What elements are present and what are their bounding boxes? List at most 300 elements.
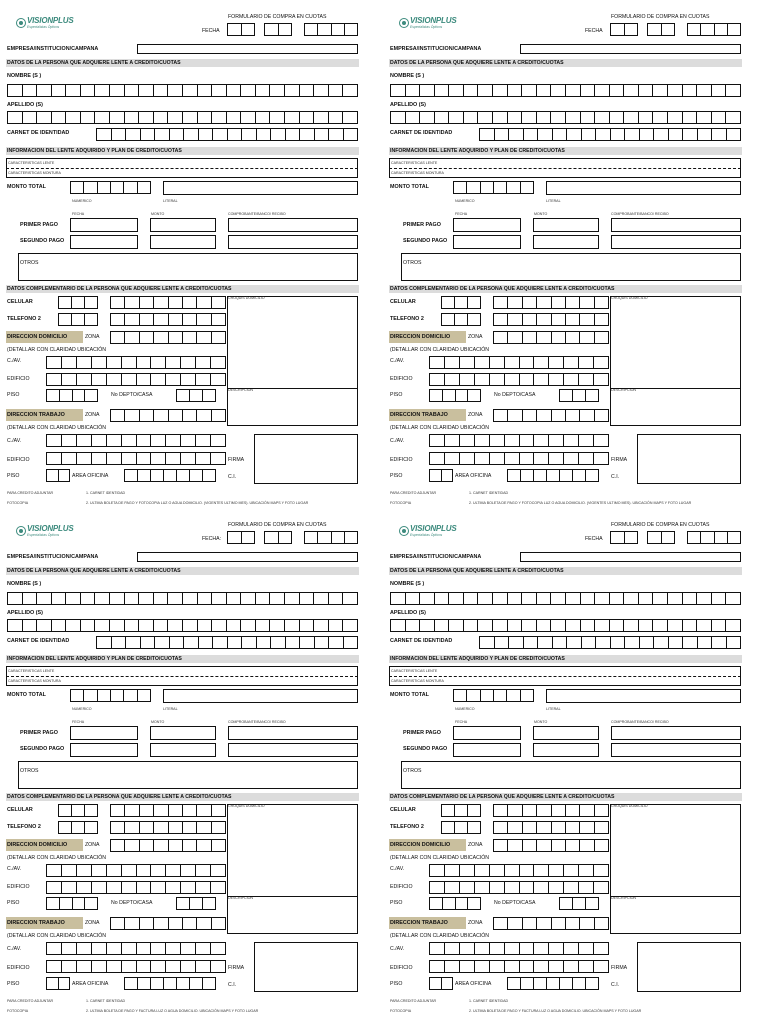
- piso-label-dom: PISO: [7, 900, 20, 906]
- edificio-trab-field[interactable]: [429, 960, 609, 973]
- requirement-1: 1. CARNET IDENTIDAD: [469, 491, 509, 495]
- monto-total-label: MONTO TOTAL: [7, 184, 46, 190]
- edificio-dom-field[interactable]: [429, 881, 609, 894]
- section-complementario: DATOS COMPLEMENTARIO DE LA PERSONA QUE ADQUIERE LENTE A CREDITO/CUOTAS: [6, 793, 359, 801]
- primer-pago-label: PRIMER PAGO: [403, 730, 441, 736]
- firma-label: FIRMA: [228, 457, 245, 463]
- otros-box[interactable]: [18, 253, 358, 281]
- carnet-label: CARNET DE IDENTIDAD: [7, 130, 70, 136]
- croquis-label: CROQUIS DOMICILIO: [228, 804, 265, 808]
- firma-box[interactable]: [637, 942, 741, 992]
- fecha-day-boxes[interactable]: [227, 531, 255, 544]
- zona-label-dom: ZONA: [85, 334, 100, 340]
- car-divider: [6, 168, 358, 169]
- cav-label-trab: C./AV.: [7, 946, 22, 952]
- eye-icon: [16, 18, 26, 28]
- nombre-label: NOMBRE (S ): [390, 73, 425, 79]
- comprobante-col-label: COMPROBANTE/BANCO/ RECIBO: [611, 720, 669, 724]
- nombre-label: NOMBRE (S ): [7, 581, 42, 587]
- firma-box[interactable]: [254, 942, 358, 992]
- celular-field-b[interactable]: [493, 296, 609, 309]
- croquis-box[interactable]: [227, 296, 358, 426]
- zona-dom-field[interactable]: [493, 839, 609, 852]
- brand-name: VISIONPLUS: [27, 524, 74, 533]
- car-montura-label: CARACTERISTICAS MONTURA: [8, 171, 61, 175]
- fecha-year-boxes[interactable]: [304, 531, 358, 544]
- car-lente-label: CARACTERISTICAS LENTE: [391, 669, 438, 673]
- eye-icon: [399, 526, 409, 536]
- cav-dom-field[interactable]: [429, 864, 609, 877]
- cav-label-dom: C./AV.: [7, 358, 22, 364]
- celular-field-a[interactable]: [441, 804, 481, 817]
- zona-label-trab: ZONA: [85, 920, 100, 926]
- piso-dom-field[interactable]: [46, 897, 98, 910]
- monto-numerico-field[interactable]: [453, 181, 534, 194]
- form-title: FORMULARIO DE COMPRA EN CUOTAS: [611, 14, 710, 20]
- primer-pago-monto[interactable]: [533, 726, 599, 740]
- firma-box[interactable]: [637, 434, 741, 484]
- car-divider: [389, 168, 741, 169]
- descripcion-label: DESCRIPCION: [228, 388, 253, 392]
- cav-trab-field[interactable]: [46, 434, 226, 447]
- monto-numerico-field[interactable]: [70, 181, 151, 194]
- fecha-month-boxes[interactable]: [264, 531, 292, 544]
- detallar-label-dom: (DETALLAR CON CLARIDAD UBICACIÓN: [7, 347, 107, 353]
- fecha-day-boxes[interactable]: [610, 531, 638, 544]
- primer-pago-monto[interactable]: [533, 218, 599, 232]
- car-montura-label: CARACTERISTICAS MONTURA: [8, 679, 61, 683]
- carnet-label: CARNET DE IDENTIDAD: [7, 638, 70, 644]
- otros-box[interactable]: [18, 761, 358, 789]
- depto-dom-field[interactable]: [176, 389, 216, 402]
- carnet-field[interactable]: [96, 128, 358, 141]
- depto-label-dom: No DEPTO/CASA: [111, 392, 153, 398]
- primer-pago-label: PRIMER PAGO: [20, 222, 58, 228]
- monto-total-label: MONTO TOTAL: [7, 692, 46, 698]
- empresa-label: EMPRESA/INSTITUCION/CAMPANA: [390, 46, 482, 52]
- primer-pago-fecha[interactable]: [70, 218, 138, 232]
- cav-trab-field[interactable]: [46, 942, 226, 955]
- brand-logo: [399, 16, 456, 29]
- empresa-label: EMPRESA/INSTITUCION/CAMPANA: [7, 46, 99, 52]
- zona-trab-field[interactable]: [493, 917, 609, 930]
- otros-label: OTROS: [20, 260, 39, 266]
- edificio-label-dom: EDIFICIO: [7, 884, 30, 890]
- direccion-trabajo-label: DIRECCION TRABAJO: [389, 409, 466, 421]
- zona-label-dom: ZONA: [85, 842, 100, 848]
- ci-label: C.I.: [228, 474, 237, 480]
- apellido-field[interactable]: [7, 619, 358, 632]
- empresa-field[interactable]: [137, 552, 358, 562]
- car-lente-label: CARACTERISTICAS LENTE: [391, 161, 438, 165]
- section-complementario: DATOS COMPLEMENTARIO DE LA PERSONA QUE ADQUIERE LENTE A CREDITO/CUOTAS: [389, 793, 742, 801]
- fecha-label: FECHA: [585, 28, 603, 34]
- section-lente: INFORMACION DEL LENTE ADQUIRIDO Y PLAN DE CREDITO/CUOTAS: [6, 147, 359, 155]
- firma-label: FIRMA: [611, 965, 628, 971]
- cav-trab-field[interactable]: [429, 942, 609, 955]
- depto-dom-field[interactable]: [559, 389, 599, 402]
- fecha-month-boxes[interactable]: [264, 23, 292, 36]
- primer-pago-comprobante[interactable]: [611, 726, 741, 740]
- area-oficina-field[interactable]: [124, 977, 216, 990]
- edificio-label-dom: EDIFICIO: [390, 376, 413, 382]
- direccion-domicilio-label: DIRECCION DOMICILIO: [6, 839, 83, 851]
- edificio-label-dom: EDIFICIO: [390, 884, 413, 890]
- piso-dom-field[interactable]: [429, 389, 481, 402]
- primer-pago-monto[interactable]: [150, 726, 216, 740]
- cav-dom-field[interactable]: [429, 356, 609, 369]
- numerico-label: NUMERICO: [455, 199, 475, 203]
- piso-dom-field[interactable]: [429, 897, 481, 910]
- area-oficina-label: AREA OFICINA: [455, 473, 492, 479]
- monto-literal-field[interactable]: [546, 181, 741, 195]
- empresa-field[interactable]: [137, 44, 358, 54]
- descripcion-label: DESCRIPCION: [228, 896, 253, 900]
- telefono-field-b[interactable]: [110, 313, 226, 326]
- croquis-divider: [610, 388, 741, 389]
- cav-label-dom: C./AV.: [390, 866, 405, 872]
- brand-name: VISIONPLUS: [27, 16, 74, 25]
- literal-label: LITERAL: [163, 707, 178, 711]
- piso-label-trab: PISO: [390, 473, 403, 479]
- zona-dom-field[interactable]: [493, 331, 609, 344]
- section-complementario: DATOS COMPLEMENTARIO DE LA PERSONA QUE ADQUIERE LENTE A CREDITO/CUOTAS: [389, 285, 742, 293]
- carnet-field[interactable]: [96, 636, 358, 649]
- celular-label: CELULAR: [7, 807, 33, 813]
- fecha-col-label: FECHA: [72, 720, 85, 724]
- cav-label-trab: C./AV.: [7, 438, 22, 444]
- apellido-field[interactable]: [390, 111, 741, 124]
- ci-label: C.I.: [228, 982, 237, 988]
- detallar-label-trab: (DETALLAR CON CLARIDAD UBICACIÓN: [7, 933, 107, 939]
- empresa-field[interactable]: [520, 552, 741, 562]
- piso-trab-field[interactable]: [429, 469, 453, 482]
- edificio-label-trab: EDIFICIO: [390, 457, 413, 463]
- fecha-month-boxes[interactable]: [647, 531, 675, 544]
- requirement-1: 1. CARNET IDENTIDAD: [86, 491, 126, 495]
- requirement-1: 1. CARNET IDENTIDAD: [86, 999, 126, 1003]
- brand-name: VISIONPLUS: [410, 16, 457, 25]
- area-oficina-field[interactable]: [507, 469, 599, 482]
- eye-icon: [16, 526, 26, 536]
- celular-field-b[interactable]: [110, 296, 226, 309]
- edificio-trab-field[interactable]: [46, 452, 226, 465]
- car-divider: [6, 676, 358, 677]
- fotocopia-label: FOTOCOPIA: [7, 501, 29, 505]
- fotocopia-label: FOTOCOPIA: [7, 1009, 29, 1013]
- fecha-label: FECHA: [202, 28, 220, 34]
- nombre-label: NOMBRE (S ): [7, 73, 42, 79]
- fecha-day-boxes[interactable]: [227, 23, 255, 36]
- celular-field-b[interactable]: [493, 804, 609, 817]
- numerico-label: NUMERICO: [72, 707, 92, 711]
- fecha-col-label: FECHA: [72, 212, 85, 216]
- adjuntar-label: PARA CREDITO ADJUNTAR: [390, 999, 437, 1003]
- form-title: FORMULARIO DE COMPRA EN CUOTAS: [228, 14, 327, 20]
- segundo-pago-monto[interactable]: [533, 235, 599, 249]
- brand-tagline: Especialistas Ópticos: [27, 25, 60, 29]
- apellido-label: APELLIDO (S): [390, 610, 426, 616]
- apellido-field[interactable]: [7, 111, 358, 124]
- nombre-field[interactable]: [7, 84, 358, 97]
- car-lente-label: CARACTERISTICAS LENTE: [8, 669, 55, 673]
- monto-total-label: MONTO TOTAL: [390, 692, 429, 698]
- telefono-field-b[interactable]: [493, 821, 609, 834]
- piso-trab-field[interactable]: [46, 469, 70, 482]
- brand-tagline: Especialistas Ópticos: [410, 533, 443, 537]
- edificio-dom-field[interactable]: [46, 373, 226, 386]
- apellido-label: APELLIDO (S): [7, 610, 43, 616]
- zona-trab-field[interactable]: [110, 409, 226, 422]
- ci-label: C.I.: [611, 474, 620, 480]
- primer-pago-comprobante[interactable]: [228, 218, 358, 232]
- numerico-label: NUMERICO: [455, 707, 475, 711]
- depto-dom-field[interactable]: [559, 897, 599, 910]
- depto-label-dom: No DEPTO/CASA: [111, 900, 153, 906]
- edificio-dom-field[interactable]: [429, 373, 609, 386]
- form-title: FORMULARIO DE COMPRA EN CUOTAS: [228, 522, 327, 528]
- piso-trab-field[interactable]: [46, 977, 70, 990]
- croquis-label: CROQUIS DOMICILIO: [228, 296, 265, 300]
- fecha-month-boxes[interactable]: [647, 23, 675, 36]
- telefono-field-a[interactable]: [441, 313, 481, 326]
- zona-label-trab: ZONA: [85, 412, 100, 418]
- croquis-box[interactable]: [227, 804, 358, 934]
- section-persona: DATOS DE LA PERSONA QUE ADQUIERE LENTE A CREDITO/CUOTAS: [389, 567, 742, 575]
- monto-col-label: MONTO: [151, 720, 165, 724]
- telefono-field-a[interactable]: [58, 313, 98, 326]
- primer-pago-monto[interactable]: [150, 218, 216, 232]
- segundo-pago-fecha[interactable]: [453, 743, 521, 757]
- nombre-field[interactable]: [390, 84, 741, 97]
- fecha-col-label: FECHA: [455, 720, 468, 724]
- zona-dom-field[interactable]: [110, 331, 226, 344]
- segundo-pago-monto[interactable]: [150, 235, 216, 249]
- detallar-label-trab: (DETALLAR CON CLARIDAD UBICACIÓN: [390, 425, 490, 431]
- cav-label-dom: C./AV.: [7, 866, 22, 872]
- area-oficina-field[interactable]: [507, 977, 599, 990]
- cav-trab-field[interactable]: [429, 434, 609, 447]
- piso-trab-field[interactable]: [429, 977, 453, 990]
- monto-col-label: MONTO: [151, 212, 165, 216]
- segundo-pago-comprobante[interactable]: [228, 235, 358, 249]
- requirement-2: 2. ULTIMA BOLETA DE PAGO Y FACTURA LUZ O AGUA DOMICILIO. UBICACIÓN MAPS Y FOTO LUGAR: [469, 1009, 642, 1013]
- otros-box[interactable]: [401, 253, 741, 281]
- depto-label-dom: No DEPTO/CASA: [494, 392, 536, 398]
- requirement-2: 2. ULTIMA BOLETA DE PAGO Y FOTOCOPIA LUZ O AGUA DOMICILIO. (VIGENTES ULTIMO MES). UBICACIÓN MAPS Y FOTO LUGAR: [86, 501, 309, 505]
- apellido-label: APELLIDO (S): [7, 102, 43, 108]
- segundo-pago-comprobante[interactable]: [228, 743, 358, 757]
- zona-label-dom: ZONA: [468, 842, 483, 848]
- segundo-pago-monto[interactable]: [150, 743, 216, 757]
- cav-dom-field[interactable]: [46, 864, 226, 877]
- edificio-label-trab: EDIFICIO: [7, 457, 30, 463]
- brand-logo: [399, 524, 456, 537]
- piso-label-trab: PISO: [7, 981, 20, 987]
- comprobante-col-label: COMPROBANTE/BANCO/ RECIBO: [228, 720, 286, 724]
- area-oficina-label: AREA OFICINA: [72, 473, 109, 479]
- segundo-pago-fecha[interactable]: [70, 743, 138, 757]
- brand-tagline: Especialistas Ópticos: [410, 25, 443, 29]
- edificio-label-trab: EDIFICIO: [7, 965, 30, 971]
- section-lente: INFORMACION DEL LENTE ADQUIRIDO Y PLAN DE CREDITO/CUOTAS: [6, 655, 359, 663]
- telefono-field-b[interactable]: [493, 313, 609, 326]
- telefono-label: TELEFONO 2: [7, 316, 41, 322]
- literal-label: LITERAL: [546, 199, 561, 203]
- apellido-label: APELLIDO (S): [390, 102, 426, 108]
- direccion-domicilio-label: DIRECCION DOMICILIO: [389, 839, 466, 851]
- nombre-field[interactable]: [7, 592, 358, 605]
- numerico-label: NUMERICO: [72, 199, 92, 203]
- cav-dom-field[interactable]: [46, 356, 226, 369]
- eye-icon: [399, 18, 409, 28]
- monto-literal-field[interactable]: [163, 181, 358, 195]
- zona-trab-field[interactable]: [493, 409, 609, 422]
- piso-dom-field[interactable]: [46, 389, 98, 402]
- section-complementario: DATOS COMPLEMENTARIO DE LA PERSONA QUE ADQUIERE LENTE A CREDITO/CUOTAS: [6, 285, 359, 293]
- brand-logo: [16, 16, 73, 29]
- section-persona: DATOS DE LA PERSONA QUE ADQUIERE LENTE A CREDITO/CUOTAS: [6, 567, 359, 575]
- literal-label: LITERAL: [163, 199, 178, 203]
- depto-label-dom: No DEPTO/CASA: [494, 900, 536, 906]
- otros-label: OTROS: [403, 260, 422, 266]
- zona-dom-field[interactable]: [110, 839, 226, 852]
- nombre-label: NOMBRE (S ): [390, 581, 425, 587]
- depto-dom-field[interactable]: [176, 897, 216, 910]
- croquis-label: CROQUIS DOMICILIO: [611, 296, 648, 300]
- primer-pago-fecha[interactable]: [453, 726, 521, 740]
- celular-field-a[interactable]: [58, 296, 98, 309]
- croquis-box[interactable]: [610, 296, 741, 426]
- requirement-1: 1. CARNET IDENTIDAD: [469, 999, 509, 1003]
- brand-tagline: Especialistas Ópticos: [27, 533, 60, 537]
- empresa-field[interactable]: [520, 44, 741, 54]
- fecha-col-label: FECHA: [455, 212, 468, 216]
- section-lente: INFORMACION DEL LENTE ADQUIRIDO Y PLAN DE CREDITO/CUOTAS: [389, 147, 742, 155]
- adjuntar-label: PARA CREDITO ADJUNTAR: [390, 491, 437, 495]
- primer-pago-fecha[interactable]: [70, 726, 138, 740]
- edificio-label-dom: EDIFICIO: [7, 376, 30, 382]
- celular-field-a[interactable]: [441, 296, 481, 309]
- monto-literal-field[interactable]: [163, 689, 358, 703]
- comprobante-col-label: COMPROBANTE/BANCO/ RECIBO: [228, 212, 286, 216]
- section-persona: DATOS DE LA PERSONA QUE ADQUIERE LENTE A CREDITO/CUOTAS: [6, 59, 359, 67]
- section-persona: DATOS DE LA PERSONA QUE ADQUIERE LENTE A CREDITO/CUOTAS: [389, 59, 742, 67]
- edificio-label-trab: EDIFICIO: [390, 965, 413, 971]
- detallar-label-trab: (DETALLAR CON CLARIDAD UBICACIÓN: [7, 425, 107, 431]
- telefono-label: TELEFONO 2: [390, 824, 424, 830]
- telefono-field-a[interactable]: [441, 821, 481, 834]
- detallar-label-dom: (DETALLAR CON CLARIDAD UBICACIÓN: [7, 855, 107, 861]
- segundo-pago-comprobante[interactable]: [611, 235, 741, 249]
- segundo-pago-monto[interactable]: [533, 743, 599, 757]
- monto-total-label: MONTO TOTAL: [390, 184, 429, 190]
- fecha-label: FECHA: [585, 536, 603, 542]
- telefono-field-a[interactable]: [58, 821, 98, 834]
- area-oficina-label: AREA OFICINA: [455, 981, 492, 987]
- form-panel-top-right: [389, 6, 749, 506]
- celular-label: CELULAR: [390, 807, 416, 813]
- otros-label: OTROS: [403, 768, 422, 774]
- zona-label-trab: ZONA: [468, 920, 483, 926]
- car-montura-label: CARACTERISTICAS MONTURA: [391, 171, 444, 175]
- brand-logo: [16, 524, 73, 537]
- comprobante-col-label: COMPROBANTE/BANCO/ RECIBO: [611, 212, 669, 216]
- edificio-dom-field[interactable]: [46, 881, 226, 894]
- detallar-label-dom: (DETALLAR CON CLARIDAD UBICACIÓN: [390, 347, 490, 353]
- piso-label-trab: PISO: [390, 981, 403, 987]
- edificio-trab-field[interactable]: [46, 960, 226, 973]
- monto-numerico-field[interactable]: [70, 689, 151, 702]
- fecha-year-boxes[interactable]: [687, 23, 741, 36]
- edificio-trab-field[interactable]: [429, 452, 609, 465]
- croquis-box[interactable]: [610, 804, 741, 934]
- zona-label-dom: ZONA: [468, 334, 483, 340]
- piso-label-dom: PISO: [7, 392, 20, 398]
- requirement-2: 2. ULTIMA BOLETA DE PAGO Y FOTOCOPIA LUZ O AGUA DOMICILIO. (VIGENTES ULTIMO MES). UBICACIÓN MAPS Y FOTO LUGAR: [469, 501, 692, 505]
- telefono-label: TELEFONO 2: [7, 824, 41, 830]
- telefono-field-b[interactable]: [110, 821, 226, 834]
- detallar-label-trab: (DETALLAR CON CLARIDAD UBICACIÓN: [390, 933, 490, 939]
- segundo-pago-label: SEGUNDO PAGO: [20, 746, 65, 752]
- zona-label-trab: ZONA: [468, 412, 483, 418]
- firma-box[interactable]: [254, 434, 358, 484]
- segundo-pago-comprobante[interactable]: [611, 743, 741, 757]
- croquis-label: CROQUIS DOMICILIO: [611, 804, 648, 808]
- primer-pago-fecha[interactable]: [453, 218, 521, 232]
- carnet-field[interactable]: [479, 636, 741, 649]
- segundo-pago-label: SEGUNDO PAGO: [403, 238, 448, 244]
- monto-col-label: MONTO: [534, 212, 548, 216]
- segundo-pago-fecha[interactable]: [453, 235, 521, 249]
- monto-numerico-field[interactable]: [453, 689, 534, 702]
- otros-box[interactable]: [401, 761, 741, 789]
- adjuntar-label: PARA CREDITO ADJUNTAR: [7, 999, 54, 1003]
- primer-pago-label: PRIMER PAGO: [20, 730, 58, 736]
- direccion-trabajo-label: DIRECCION TRABAJO: [6, 409, 83, 421]
- primer-pago-label: PRIMER PAGO: [403, 222, 441, 228]
- monto-literal-field[interactable]: [546, 689, 741, 703]
- car-lente-label: CARACTERISTICAS LENTE: [8, 161, 55, 165]
- piso-label-dom: PISO: [390, 900, 403, 906]
- carnet-label: CARNET DE IDENTIDAD: [390, 130, 453, 136]
- otros-label: OTROS: [20, 768, 39, 774]
- primer-pago-comprobante[interactable]: [611, 218, 741, 232]
- car-montura-label: CARACTERISTICAS MONTURA: [391, 679, 444, 683]
- segundo-pago-fecha[interactable]: [70, 235, 138, 249]
- fecha-day-boxes[interactable]: [610, 23, 638, 36]
- primer-pago-comprobante[interactable]: [228, 726, 358, 740]
- apellido-field[interactable]: [390, 619, 741, 632]
- direccion-trabajo-label: DIRECCION TRABAJO: [6, 917, 83, 929]
- fecha-year-boxes[interactable]: [304, 23, 358, 36]
- ci-label: C.I.: [611, 982, 620, 988]
- piso-label-dom: PISO: [390, 392, 403, 398]
- celular-label: CELULAR: [390, 299, 416, 305]
- fecha-year-boxes[interactable]: [687, 531, 741, 544]
- zona-trab-field[interactable]: [110, 917, 226, 930]
- area-oficina-field[interactable]: [124, 469, 216, 482]
- requirement-2: 2. ULTIMA BOLETA DE PAGO Y FACTURA LUZ O AGUA DOMICILIO. UBICACIÓN MAPS Y FOTO LUGAR: [86, 1009, 259, 1013]
- celular-field-a[interactable]: [58, 804, 98, 817]
- form-title: FORMULARIO DE COMPRA EN CUOTAS: [611, 522, 710, 528]
- carnet-field[interactable]: [479, 128, 741, 141]
- car-divider: [389, 676, 741, 677]
- nombre-field[interactable]: [390, 592, 741, 605]
- celular-field-b[interactable]: [110, 804, 226, 817]
- fecha-label: FECHA:: [202, 536, 222, 542]
- croquis-divider: [227, 388, 358, 389]
